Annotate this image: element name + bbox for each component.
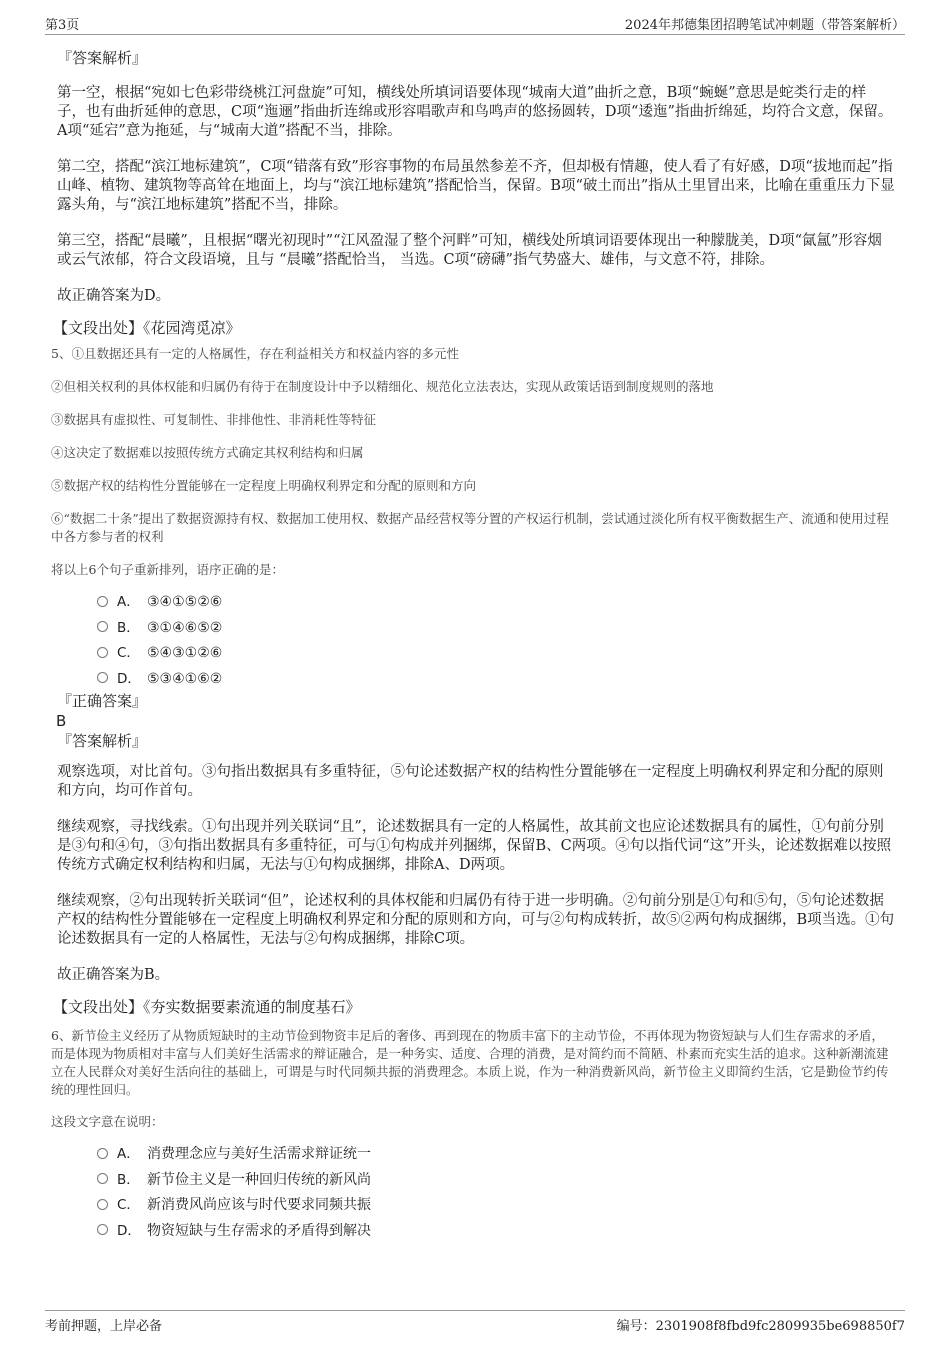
answer-value: B bbox=[56, 712, 67, 730]
analysis-paragraph: 继续观察，②句出现转折关联词“但”，论述权利的具体权能和归属仍有待于进一步明确。②句前分别是①句和⑤句，⑤句论述数据产权的结构性分置能够在一定程度上明确权利界定和分配的原则和方向，可与②句构成转折，故⑤②两句构成捆绑，B项当选。①句论述数据具有一定的人格属性，无法与②句构成捆绑，排除C项。 bbox=[57, 893, 895, 947]
footer-slogan: 考前押题，上岸必备 bbox=[45, 1319, 163, 1334]
radio-icon[interactable] bbox=[97, 1173, 108, 1184]
option-text: ③①④⑥⑤② bbox=[147, 619, 223, 636]
option-c[interactable] bbox=[97, 1196, 895, 1222]
sentence-item: ④这决定了数据难以按照传统方式确定其权利结构和归属 bbox=[51, 445, 364, 460]
sentence-item: ⑤数据产权的结构性分置能够在一定程度上明确权利界定和分配的原则和方向 bbox=[51, 478, 477, 493]
page-number: 第3页 bbox=[45, 18, 80, 33]
option-label: C． bbox=[117, 645, 140, 661]
sentence-item: ②但相关权利的具体权能和归属仍有待于在制度设计中予以精细化、规范化立法表达，实现从政策话语到制度规则的落地 bbox=[51, 379, 714, 394]
analysis-paragraph: 第一空，根据“宛如七色彩带绕桃江河盘旋”可知，横线处所填词语要体现“城南大道”曲折之意，B项“蜿蜒”意思是蛇类行走的样子，也有曲折延伸的意思，C项“迤逦”指曲折连绵或形容唱歌声和鸟鸣声的悠扬圆转，D项“逶迤”指曲折绵延，均符合文意，保留。A项“延宕”意为拖延，与“城南大道”搭配不当，排除。 bbox=[57, 85, 893, 139]
option-text: ⑤④③①②⑥ bbox=[147, 645, 223, 661]
option-label: D． bbox=[117, 670, 141, 687]
answer-label: 『正确答案』 bbox=[57, 692, 148, 710]
sentence-item: ③数据具有虚拟性、可复制性、非排他性、非消耗性等特征 bbox=[51, 412, 377, 427]
option-c[interactable] bbox=[97, 644, 895, 670]
option-text: 物资短缺与生存需求的矛盾得到解决 bbox=[147, 1222, 371, 1239]
page-content bbox=[51, 45, 895, 1247]
option-b[interactable] bbox=[97, 1171, 895, 1197]
option-label: A． bbox=[117, 1146, 140, 1162]
option-text: 新节俭主义是一种回归传统的新风尚 bbox=[147, 1171, 371, 1188]
question-passage: 6、新节俭主义经历了从物质短缺时的主动节俭到物资丰足后的奢侈、再到现在的物质丰富下的主动节俭，不再体现为物资短缺与人们生存需求的矛盾，而是体现为物质相对丰富与人们美好生活需求的辩证融合，是一种务实、适度、合理的消费，是对简约而不简陋、朴素而充实生活的追求。这种新潮流建立在人民群众对美好生活向往的基础上，可谓是与时代同频共振的消费理念。本质上说，作为一种消费新风尚，新节俭主义即简约生活，它是勤俭节约传统的理性回归。 bbox=[51, 1028, 889, 1097]
analysis-paragraph: 继续观察，寻找线索。①句出现并列关联词“且”，论述数据具有一定的人格属性，故其前文也应论述数据具有的属性，①句前分别是③句和④句，③句指出数据具有多重特征，可与①句构成并列捆绑，保留B、C两项。④句以指代词“这”开头，论述数据难以按照传统方式确定权利结构和归属，无法与①句构成捆绑，排除A、D两项。 bbox=[57, 819, 892, 873]
document-title: 2024年邦德集团招聘笔试冲刺题（带答案解析） bbox=[624, 18, 905, 33]
sentence-item: ⑥“数据二十条”提出了数据资源持有权、数据加工使用权、数据产品经营权等分置的产权运行机制，尝试通过淡化所有权平衡数据生产、流通和使用过程中各方参与者的权利 bbox=[51, 511, 889, 544]
option-label: C． bbox=[117, 1197, 140, 1213]
page-footer bbox=[45, 1310, 905, 1335]
question-prompt: 这段文字意在说明： bbox=[51, 1114, 164, 1129]
option-list bbox=[97, 1145, 895, 1247]
analysis-paragraph: 第二空，搭配“滨江地标建筑”，C项“错落有致”形容事物的布局虽然参差不齐，但却极有情趣，使人看了有好感，D项“拔地而起”指山峰、植物、建筑物等高耸在地面上，均与“滨江地标建筑”搭配恰当，保留。B项“破土而出”指从土里冒出来，比喻在重重压力下显露头角，与“滨江地标建筑”搭配不当，排除。 bbox=[57, 159, 895, 213]
radio-icon[interactable] bbox=[97, 1199, 108, 1210]
radio-icon[interactable] bbox=[97, 672, 108, 683]
option-list bbox=[97, 593, 895, 695]
option-label: A． bbox=[117, 594, 140, 610]
option-label: B． bbox=[117, 1171, 140, 1188]
option-text: ③④①⑤②⑥ bbox=[147, 594, 223, 610]
analysis-paragraph: 观察选项，对比首句。③句指出数据具有多重特征，⑤句论述数据产权的结构性分置能够在一定程度上明确权利界定和分配的原则和方向，均可作首句。 bbox=[57, 764, 884, 799]
option-b[interactable] bbox=[97, 619, 895, 645]
question-prompt: 将以上6个句子重新排列，语序正确的是： bbox=[51, 562, 284, 577]
option-label: B． bbox=[117, 619, 140, 636]
option-a[interactable] bbox=[97, 593, 895, 619]
conclusion: 故正确答案为D。 bbox=[57, 288, 171, 304]
option-text: 新消费风尚应该与时代要求同频共振 bbox=[147, 1197, 371, 1213]
page-header bbox=[45, 12, 905, 35]
radio-icon[interactable] bbox=[97, 596, 108, 607]
sentence-item: 5、①且数据还具有一定的人格属性，存在利益相关方和权益内容的多元性 bbox=[51, 346, 459, 361]
conclusion: 故正确答案为B。 bbox=[57, 967, 170, 983]
source-line: 【文段出处】《花园湾觅凉》 bbox=[53, 319, 241, 337]
radio-icon[interactable] bbox=[97, 647, 108, 658]
radio-icon[interactable] bbox=[97, 621, 108, 632]
radio-icon[interactable] bbox=[97, 1148, 108, 1159]
analysis-label: 『答案解析』 bbox=[57, 49, 148, 67]
option-d[interactable] bbox=[97, 1222, 895, 1248]
option-text: 消费理念应与美好生活需求辩证统一 bbox=[147, 1146, 371, 1162]
source-line: 【文段出处】《夯实数据要素流通的制度基石》 bbox=[53, 998, 361, 1016]
analysis-label: 『答案解析』 bbox=[57, 732, 148, 750]
document-code: 编号：2301908f8fbd9fc2809935be698850f7 bbox=[616, 1319, 905, 1334]
option-label: D． bbox=[117, 1222, 141, 1239]
option-d[interactable] bbox=[97, 670, 895, 696]
analysis-paragraph: 第三空，搭配“晨曦”，且根据“曙光初现时”“江风盈湿了整个河畔”可知，横线处所填词语要体现出一种朦胧美，D项“氤氲”形容烟或云气浓郁，符合文段语境，且与 “晨曦”搭配恰当， 当选。C项“磅礴”指气势盛大、雄伟，与文意不符，排除。 bbox=[57, 233, 882, 268]
option-a[interactable] bbox=[97, 1145, 895, 1171]
radio-icon[interactable] bbox=[97, 1224, 108, 1235]
option-text: ⑤③④①⑥② bbox=[147, 670, 223, 687]
